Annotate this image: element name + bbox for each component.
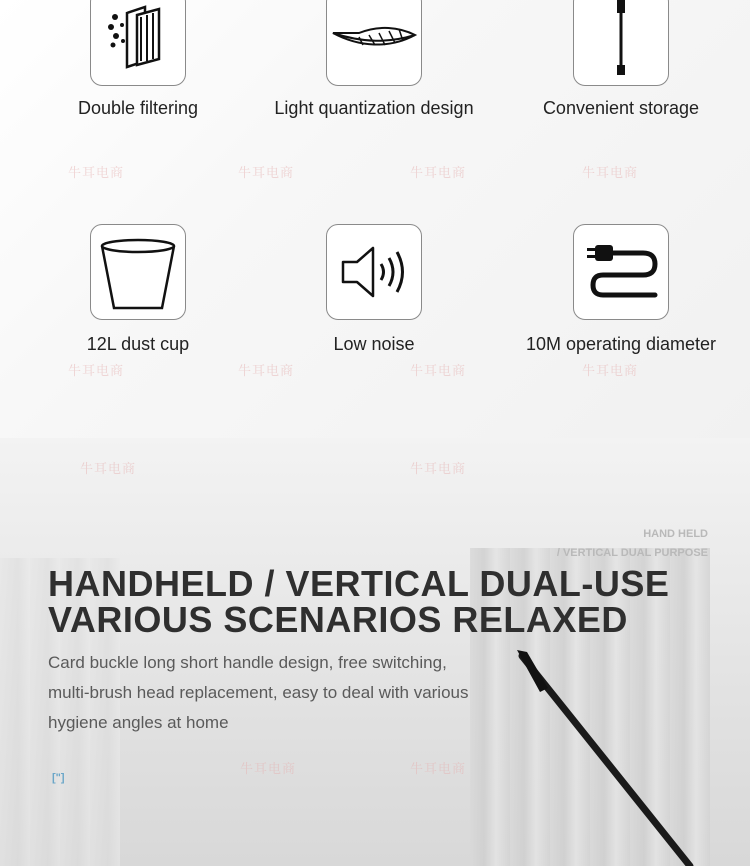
watermark: 牛耳电商 <box>68 363 125 378</box>
watermark: 牛耳电商 <box>582 363 639 378</box>
feature-double-filtering <box>18 0 258 130</box>
feature-label: Light quantization design <box>274 98 474 118</box>
watermark: 牛耳电商 <box>68 165 125 180</box>
dust-cup-icon <box>90 224 186 320</box>
watermark: 牛耳电商 <box>240 761 297 776</box>
watermark: 牛耳电商 <box>80 461 137 476</box>
tag-line-vertical: / VERTICAL DUAL PURPOSE <box>556 547 708 559</box>
feature-operating-diameter <box>501 224 741 364</box>
feature-low-noise <box>254 224 494 364</box>
watermark: 牛耳电商 <box>582 165 639 180</box>
small-quote-mark: ["] <box>52 772 65 784</box>
feature-light-design <box>254 0 494 130</box>
feature-label: Low noise <box>333 334 415 354</box>
description-text: Card buckle long short handle design, free switching, multi-brush head replacement, easy to deal with various hygiene angles at home <box>48 653 469 732</box>
feather-icon <box>326 0 422 86</box>
power-cord-icon <box>573 224 669 320</box>
tag-line-hand-held: HAND HELD <box>643 528 708 540</box>
feature-dust-cup <box>18 224 258 364</box>
watermark: 牛耳电商 <box>410 761 467 776</box>
speaker-icon <box>326 224 422 320</box>
feature-label: Double filtering <box>77 98 199 118</box>
feature-label: 12L dust cup <box>86 334 190 354</box>
headline-line-1: HANDHELD / VERTICAL DUAL-USE <box>48 563 670 604</box>
feature-storage <box>501 0 741 130</box>
dual-use-banner <box>0 438 750 866</box>
feature-label: Convenient storage <box>542 98 700 118</box>
headline-line-2: VARIOUS SCENARIOS RELAXED <box>48 599 628 640</box>
watermark: 牛耳电商 <box>410 165 467 180</box>
double-filter-icon <box>90 0 186 86</box>
wall-hook-icon <box>573 0 669 86</box>
watermark: 牛耳电商 <box>238 165 295 180</box>
watermark: 牛耳电商 <box>410 461 467 476</box>
watermark: 牛耳电商 <box>238 363 295 378</box>
feature-label: 10M operating diameter <box>525 334 717 354</box>
watermark: 牛耳电商 <box>410 363 467 378</box>
